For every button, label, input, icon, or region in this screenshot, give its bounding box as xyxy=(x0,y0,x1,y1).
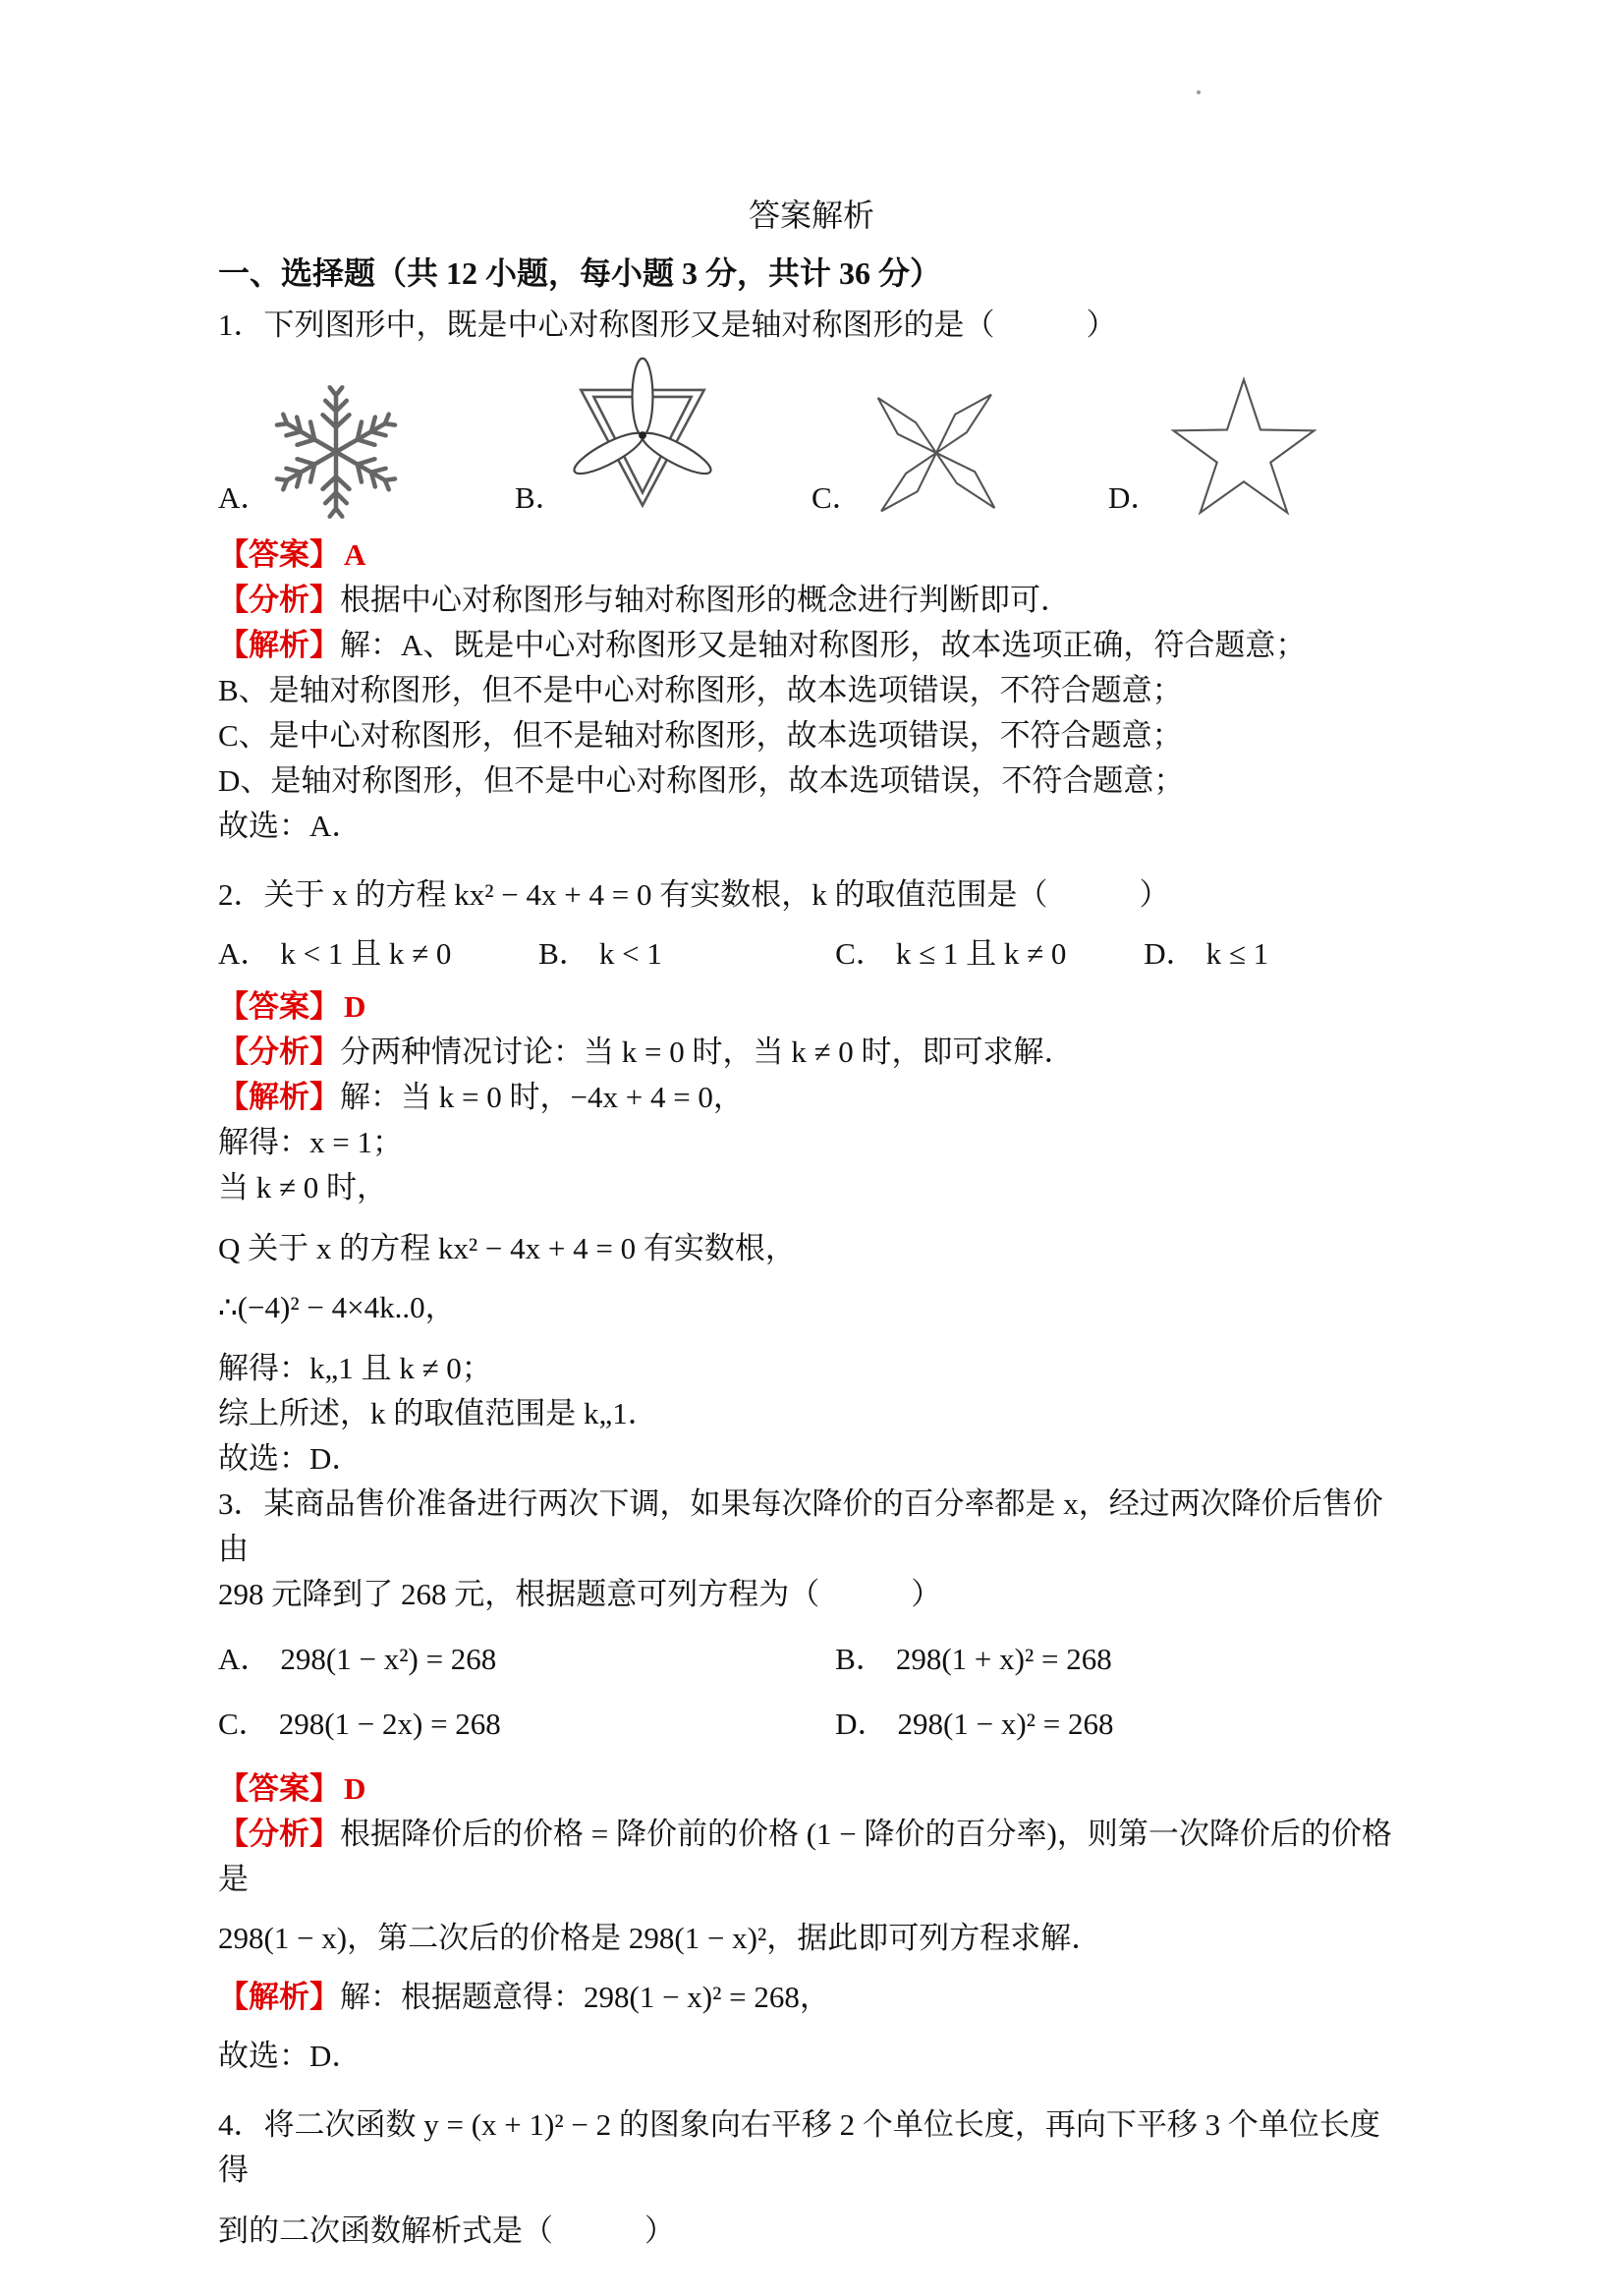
q2-step-4: ∴(−4)² − 4×4k..0， xyxy=(218,1290,456,1324)
q1-figure-b-label: B． xyxy=(515,480,566,515)
explain-tag: 【解析】 xyxy=(218,1980,340,2014)
stray-dot-artifact xyxy=(1197,90,1201,94)
q2-step-5: 解得：k„1 且 k ≠ 0； xyxy=(218,1351,492,1385)
q1-explain-line xyxy=(218,623,1405,668)
q1-answer-letter: A xyxy=(344,537,366,572)
answer-tag: 【答案】 xyxy=(218,1771,340,1806)
five-pointed-star-icon xyxy=(1164,376,1323,523)
analysis-tag: 【分析】 xyxy=(218,1035,340,1069)
page-title: 答案解析 xyxy=(748,197,874,233)
q3-option-b xyxy=(835,1637,1405,1682)
q2-analysis-line xyxy=(218,1030,1405,1075)
q3-answer-line xyxy=(218,1766,1405,1812)
q2-option-a-label: A． xyxy=(218,936,271,971)
q4-stem-line2: 到的二次函数解析式是（ ） xyxy=(218,2213,675,2248)
q2-answer-letter: D xyxy=(344,989,366,1024)
q2-analysis-text: 分两种情况讨论：当 k = 0 时，当 k ≠ 0 时，即可求解． xyxy=(340,1035,1075,1069)
q3-option-a-label: A． xyxy=(218,1642,271,1676)
q2-option-d xyxy=(1144,931,1405,977)
q3-option-b-label: B． xyxy=(835,1642,886,1676)
q4-stem-line1: 4．将二次函数 y = (x + 1)² − 2 的图象向右平移 2 个单位长度，再向下平移 3 个单位长度得 xyxy=(218,2107,1380,2187)
q2-option-c-text: k ≤ 1 且 k ≠ 0 xyxy=(895,936,1067,971)
snowflake-icon xyxy=(274,381,398,523)
q2-option-a-text: k < 1 且 k ≠ 0 xyxy=(280,936,452,971)
q2-explain-text: 解：当 k = 0 时，−4x + 4 = 0， xyxy=(340,1080,744,1114)
q3-option-b-text: 298(1 + x)² = 268 xyxy=(895,1642,1112,1676)
q1-figure-b xyxy=(515,356,812,523)
q3-option-c xyxy=(218,1702,835,1747)
explain-tag: 【解析】 xyxy=(218,1080,340,1114)
pinwheel-icon xyxy=(867,383,1006,523)
analysis-tag: 【分析】 xyxy=(218,1817,340,1851)
q2-option-b xyxy=(538,931,835,977)
q3-explain-line xyxy=(218,1975,1405,2020)
q1-figure-d xyxy=(1108,376,1405,523)
section-heading: 一、选择题（共 12 小题，每小题 3 分，共计 36 分） xyxy=(218,255,942,291)
q1-explain-line-c: C、是中心对称图形，但不是轴对称图形，故本选项错误，不符合题意； xyxy=(218,718,1183,753)
q3-option-a-text: 298(1 − x²) = 268 xyxy=(280,1642,497,1676)
q3-option-c-text: 298(1 − 2x) = 268 xyxy=(278,1707,501,1741)
q1-answer-line xyxy=(218,532,1405,578)
q1-figure-d-label: D． xyxy=(1108,480,1161,515)
explain-tag: 【解析】 xyxy=(218,628,340,662)
q1-figure-row xyxy=(218,356,1405,523)
q1-explain-line-b: B、是轴对称图形，但不是中心对称图形，故本选项错误，不符合题意； xyxy=(218,673,1183,707)
q2-option-c xyxy=(835,931,1144,977)
q1-figure-c-label: C． xyxy=(812,480,863,515)
q3-option-d xyxy=(835,1702,1405,1747)
q3-stem-line2: 298 元降到了 268 元，根据题意可列方程为（ ） xyxy=(218,1577,942,1611)
q1-figure-c xyxy=(812,383,1108,523)
q2-answer-line xyxy=(218,984,1405,1030)
q1-analysis-line xyxy=(218,578,1405,623)
q2-stem: 2．关于 x 的方程 kx² − 4x + 4 = 0 有实数根，k 的取值范围是（ ） xyxy=(218,877,1170,912)
q3-explain-text: 解：根据题意得：298(1 − x)² = 268， xyxy=(340,1980,830,2014)
q1-figure-a-label: A． xyxy=(218,480,271,515)
triangle-propeller-icon xyxy=(570,356,715,523)
q1-figure-a xyxy=(218,381,515,523)
q2-option-d-text: k ≤ 1 xyxy=(1205,936,1269,971)
q2-options-row xyxy=(218,931,1405,977)
q3-analysis-line1 xyxy=(218,1812,1405,1902)
q2-option-c-label: C． xyxy=(835,936,886,971)
q3-analysis-text1: 根据降价后的价格 = 降价前的价格 (1 − 降价的百分率)，则第一次降价后的价格是 xyxy=(218,1817,1392,1896)
q1-explain-text: 解：A、既是中心对称图形又是轴对称图形，故本选项正确，符合题意； xyxy=(340,628,1307,662)
q1-stem: 1．下列图形中，既是中心对称图形又是轴对称图形的是（ ） xyxy=(218,308,1117,342)
q2-option-a xyxy=(218,931,538,977)
q2-option-d-label: D． xyxy=(1144,936,1197,971)
q2-conclusion: 故选：D． xyxy=(218,1441,363,1476)
q3-option-d-text: 298(1 − x)² = 268 xyxy=(897,1707,1114,1741)
q1-analysis-text: 根据中心对称图形与轴对称图形的概念进行判断即可． xyxy=(340,583,1071,617)
q3-options-row-2 xyxy=(218,1702,1405,1747)
analysis-tag: 【分析】 xyxy=(218,583,340,617)
answer-tag: 【答案】 xyxy=(218,989,340,1024)
q3-answer-letter: D xyxy=(344,1771,366,1806)
q3-stem-line1: 3．某商品售价准备进行两次下调，如果每次降价的百分率都是 x，经过两次降价后售价由 xyxy=(218,1486,1383,1566)
q2-step-6: 综上所述，k 的取值范围是 k„1． xyxy=(218,1396,658,1430)
q1-explain-line-d: D、是轴对称图形，但不是中心对称图形，故本选项错误，不符合题意； xyxy=(218,763,1185,798)
q3-option-a xyxy=(218,1637,835,1682)
q3-option-d-label: D． xyxy=(835,1707,888,1741)
q2-step-3: Q 关于 x 的方程 kx² − 4x + 4 = 0 有实数根， xyxy=(218,1231,796,1265)
q2-option-b-text: k < 1 xyxy=(598,936,662,971)
q2-step-1: 解得：x = 1； xyxy=(218,1125,403,1159)
q3-option-c-label: C． xyxy=(218,1707,269,1741)
q1-conclusion: 故选：A． xyxy=(218,809,363,843)
q2-step-2: 当 k ≠ 0 时， xyxy=(218,1170,388,1204)
q3-conclusion: 故选：D． xyxy=(218,2039,363,2073)
q2-option-b-label: B． xyxy=(538,936,589,971)
q3-analysis-line2: 298(1 − x)，第二次后的价格是 298(1 − x)²，据此即可列方程求解． xyxy=(218,1921,1102,1955)
q3-options-row-1 xyxy=(218,1637,1405,1682)
q2-explain-line xyxy=(218,1075,1405,1120)
answer-tag: 【答案】 xyxy=(218,537,340,572)
